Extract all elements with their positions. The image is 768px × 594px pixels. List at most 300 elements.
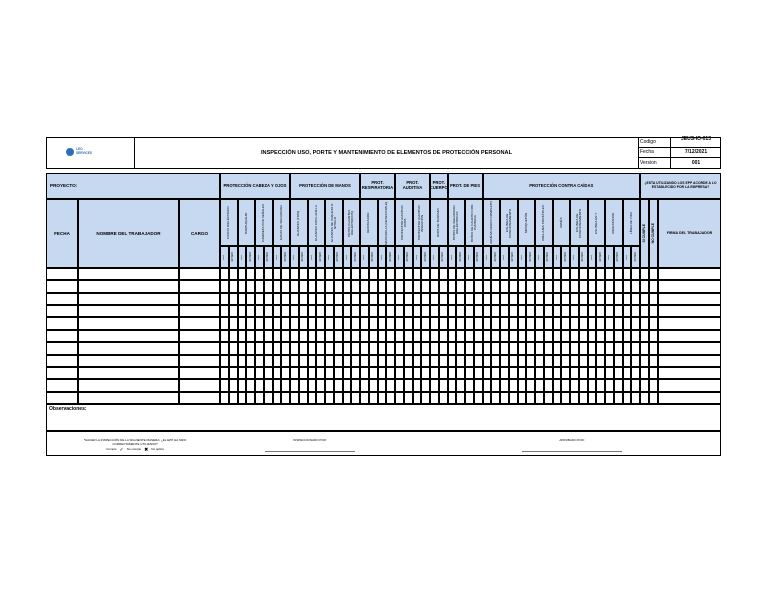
table-cell[interactable] — [273, 342, 282, 354]
table-cell[interactable] — [264, 342, 273, 354]
table-cell[interactable] — [299, 342, 308, 354]
table-cell[interactable] — [281, 293, 290, 305]
table-cell[interactable] — [491, 293, 500, 305]
table-cell[interactable] — [386, 305, 395, 317]
table-cell[interactable] — [500, 268, 509, 280]
table-cell[interactable] — [561, 392, 570, 404]
table-cell[interactable] — [290, 268, 299, 280]
table-cell[interactable] — [491, 268, 500, 280]
table-cell[interactable] — [220, 305, 229, 317]
table-cell[interactable] — [570, 317, 579, 329]
table-cell[interactable] — [360, 317, 369, 329]
table-cell[interactable] — [229, 305, 238, 317]
table-cell[interactable] — [474, 379, 483, 391]
table-cell[interactable] — [456, 305, 465, 317]
table-cell[interactable] — [605, 342, 614, 354]
table-cell[interactable] — [273, 330, 282, 342]
table-cell[interactable] — [334, 367, 343, 379]
table-cell[interactable] — [220, 392, 229, 404]
table-cell[interactable] — [255, 342, 264, 354]
table-cell[interactable] — [579, 330, 588, 342]
table-cell[interactable] — [631, 355, 640, 367]
table-cell[interactable] — [439, 305, 448, 317]
table-cell[interactable] — [308, 355, 317, 367]
table-cell[interactable] — [334, 317, 343, 329]
table-cell[interactable] — [281, 379, 290, 391]
table-cell[interactable] — [421, 268, 430, 280]
table-cell[interactable] — [570, 392, 579, 404]
table-cell[interactable] — [351, 305, 360, 317]
table-cell[interactable] — [343, 268, 352, 280]
table-cell[interactable] — [605, 280, 614, 292]
table-cell[interactable] — [640, 379, 649, 391]
table-cell[interactable] — [308, 268, 317, 280]
table-cell[interactable] — [299, 355, 308, 367]
table-cell[interactable] — [658, 268, 721, 280]
table-cell[interactable] — [596, 367, 605, 379]
table-cell[interactable] — [570, 367, 579, 379]
table-cell[interactable] — [614, 342, 623, 354]
table-cell[interactable] — [518, 355, 527, 367]
table-cell[interactable] — [561, 305, 570, 317]
table-cell[interactable] — [614, 280, 623, 292]
table-cell[interactable] — [421, 293, 430, 305]
table-cell[interactable] — [413, 367, 422, 379]
table-cell[interactable] — [46, 317, 78, 329]
table-cell[interactable] — [395, 367, 404, 379]
table-cell[interactable] — [561, 330, 570, 342]
table-cell[interactable] — [46, 280, 78, 292]
table-cell[interactable] — [413, 355, 422, 367]
table-cell[interactable] — [395, 342, 404, 354]
table-cell[interactable] — [456, 342, 465, 354]
table-cell[interactable] — [404, 280, 413, 292]
table-cell[interactable] — [570, 293, 579, 305]
table-cell[interactable] — [474, 268, 483, 280]
table-cell[interactable] — [395, 392, 404, 404]
table-cell[interactable] — [343, 293, 352, 305]
table-cell[interactable] — [255, 379, 264, 391]
table-cell[interactable] — [290, 355, 299, 367]
table-cell[interactable] — [439, 392, 448, 404]
table-cell[interactable] — [220, 342, 229, 354]
table-cell[interactable] — [509, 355, 518, 367]
table-cell[interactable] — [456, 293, 465, 305]
table-cell[interactable] — [308, 342, 317, 354]
table-cell[interactable] — [179, 355, 220, 367]
table-cell[interactable] — [78, 367, 179, 379]
table-cell[interactable] — [290, 293, 299, 305]
table-cell[interactable] — [334, 355, 343, 367]
table-cell[interactable] — [623, 367, 632, 379]
table-cell[interactable] — [316, 342, 325, 354]
table-cell[interactable] — [264, 392, 273, 404]
table-cell[interactable] — [465, 355, 474, 367]
table-cell[interactable] — [220, 317, 229, 329]
table-cell[interactable] — [430, 367, 439, 379]
table-cell[interactable] — [386, 293, 395, 305]
table-cell[interactable] — [483, 305, 492, 317]
table-cell[interactable] — [308, 293, 317, 305]
table-cell[interactable] — [623, 392, 632, 404]
table-cell[interactable] — [421, 367, 430, 379]
table-cell[interactable] — [273, 355, 282, 367]
table-cell[interactable] — [509, 392, 518, 404]
table-cell[interactable] — [631, 392, 640, 404]
table-cell[interactable] — [465, 379, 474, 391]
table-cell[interactable] — [413, 392, 422, 404]
table-cell[interactable] — [413, 317, 422, 329]
table-cell[interactable] — [404, 330, 413, 342]
table-cell[interactable] — [631, 293, 640, 305]
table-cell[interactable] — [351, 355, 360, 367]
table-cell[interactable] — [343, 317, 352, 329]
table-cell[interactable] — [290, 392, 299, 404]
table-cell[interactable] — [421, 305, 430, 317]
table-cell[interactable] — [299, 280, 308, 292]
table-cell[interactable] — [308, 330, 317, 342]
table-cell[interactable] — [430, 342, 439, 354]
table-cell[interactable] — [491, 355, 500, 367]
table-cell[interactable] — [483, 367, 492, 379]
table-cell[interactable] — [246, 392, 255, 404]
table-cell[interactable] — [351, 379, 360, 391]
table-cell[interactable] — [378, 317, 387, 329]
table-cell[interactable] — [378, 305, 387, 317]
table-cell[interactable] — [299, 379, 308, 391]
table-cell[interactable] — [255, 293, 264, 305]
table-cell[interactable] — [439, 280, 448, 292]
table-cell[interactable] — [500, 379, 509, 391]
table-cell[interactable] — [570, 305, 579, 317]
table-cell[interactable] — [264, 379, 273, 391]
table-cell[interactable] — [255, 268, 264, 280]
table-cell[interactable] — [78, 317, 179, 329]
table-cell[interactable] — [649, 317, 658, 329]
table-cell[interactable] — [255, 367, 264, 379]
table-cell[interactable] — [246, 379, 255, 391]
table-cell[interactable] — [614, 379, 623, 391]
table-cell[interactable] — [238, 305, 247, 317]
table-cell[interactable] — [500, 330, 509, 342]
table-cell[interactable] — [544, 367, 553, 379]
table-cell[interactable] — [334, 342, 343, 354]
table-cell[interactable] — [46, 293, 78, 305]
table-cell[interactable] — [325, 280, 334, 292]
table-cell[interactable] — [238, 280, 247, 292]
table-cell[interactable] — [535, 330, 544, 342]
table-cell[interactable] — [631, 367, 640, 379]
table-cell[interactable] — [561, 342, 570, 354]
table-cell[interactable] — [631, 342, 640, 354]
table-cell[interactable] — [456, 268, 465, 280]
table-cell[interactable] — [360, 379, 369, 391]
table-cell[interactable] — [623, 268, 632, 280]
table-cell[interactable] — [526, 355, 535, 367]
table-cell[interactable] — [334, 330, 343, 342]
table-cell[interactable] — [264, 367, 273, 379]
table-cell[interactable] — [439, 317, 448, 329]
table-cell[interactable] — [500, 392, 509, 404]
table-cell[interactable] — [78, 355, 179, 367]
table-cell[interactable] — [299, 392, 308, 404]
table-cell[interactable] — [378, 280, 387, 292]
table-cell[interactable] — [421, 392, 430, 404]
table-cell[interactable] — [553, 392, 562, 404]
table-cell[interactable] — [360, 330, 369, 342]
table-cell[interactable] — [316, 379, 325, 391]
table-cell[interactable] — [386, 342, 395, 354]
table-cell[interactable] — [264, 268, 273, 280]
table-cell[interactable] — [544, 330, 553, 342]
table-cell[interactable] — [378, 342, 387, 354]
table-cell[interactable] — [588, 293, 597, 305]
table-cell[interactable] — [378, 293, 387, 305]
table-cell[interactable] — [351, 330, 360, 342]
table-cell[interactable] — [579, 293, 588, 305]
table-cell[interactable] — [343, 379, 352, 391]
table-cell[interactable] — [474, 330, 483, 342]
table-cell[interactable] — [465, 293, 474, 305]
table-cell[interactable] — [465, 317, 474, 329]
table-cell[interactable] — [483, 355, 492, 367]
table-cell[interactable] — [386, 367, 395, 379]
table-cell[interactable] — [465, 330, 474, 342]
table-cell[interactable] — [343, 367, 352, 379]
table-cell[interactable] — [596, 268, 605, 280]
table-cell[interactable] — [46, 355, 78, 367]
table-cell[interactable] — [561, 317, 570, 329]
table-cell[interactable] — [588, 379, 597, 391]
table-cell[interactable] — [649, 355, 658, 367]
table-cell[interactable] — [631, 317, 640, 329]
table-cell[interactable] — [474, 305, 483, 317]
table-cell[interactable] — [456, 317, 465, 329]
table-cell[interactable] — [46, 367, 78, 379]
table-cell[interactable] — [553, 367, 562, 379]
table-cell[interactable] — [596, 305, 605, 317]
table-cell[interactable] — [518, 280, 527, 292]
table-cell[interactable] — [316, 355, 325, 367]
table-cell[interactable] — [430, 330, 439, 342]
table-cell[interactable] — [535, 305, 544, 317]
table-cell[interactable] — [623, 293, 632, 305]
table-cell[interactable] — [308, 280, 317, 292]
table-cell[interactable] — [246, 268, 255, 280]
table-cell[interactable] — [395, 379, 404, 391]
table-cell[interactable] — [658, 293, 721, 305]
table-cell[interactable] — [413, 268, 422, 280]
table-cell[interactable] — [273, 392, 282, 404]
table-cell[interactable] — [491, 367, 500, 379]
table-cell[interactable] — [360, 367, 369, 379]
table-cell[interactable] — [596, 293, 605, 305]
table-cell[interactable] — [474, 280, 483, 292]
table-cell[interactable] — [658, 330, 721, 342]
table-cell[interactable] — [623, 280, 632, 292]
table-cell[interactable] — [588, 280, 597, 292]
table-cell[interactable] — [308, 317, 317, 329]
table-cell[interactable] — [430, 355, 439, 367]
table-cell[interactable] — [369, 355, 378, 367]
table-cell[interactable] — [78, 342, 179, 354]
table-cell[interactable] — [456, 280, 465, 292]
table-cell[interactable] — [179, 305, 220, 317]
table-cell[interactable] — [179, 280, 220, 292]
table-cell[interactable] — [631, 280, 640, 292]
table-cell[interactable] — [430, 268, 439, 280]
table-cell[interactable] — [544, 379, 553, 391]
table-cell[interactable] — [386, 268, 395, 280]
table-cell[interactable] — [649, 330, 658, 342]
table-cell[interactable] — [649, 268, 658, 280]
table-cell[interactable] — [404, 355, 413, 367]
table-cell[interactable] — [351, 317, 360, 329]
table-cell[interactable] — [413, 342, 422, 354]
table-cell[interactable] — [325, 342, 334, 354]
table-cell[interactable] — [246, 317, 255, 329]
table-cell[interactable] — [369, 293, 378, 305]
table-cell[interactable] — [229, 317, 238, 329]
table-cell[interactable] — [343, 330, 352, 342]
table-cell[interactable] — [623, 305, 632, 317]
table-cell[interactable] — [220, 379, 229, 391]
table-cell[interactable] — [596, 392, 605, 404]
table-cell[interactable] — [378, 268, 387, 280]
table-cell[interactable] — [544, 392, 553, 404]
table-cell[interactable] — [430, 293, 439, 305]
table-cell[interactable] — [570, 280, 579, 292]
table-cell[interactable] — [596, 342, 605, 354]
table-cell[interactable] — [78, 305, 179, 317]
table-cell[interactable] — [561, 268, 570, 280]
table-cell[interactable] — [246, 330, 255, 342]
table-cell[interactable] — [246, 342, 255, 354]
table-cell[interactable] — [588, 268, 597, 280]
table-cell[interactable] — [535, 355, 544, 367]
table-cell[interactable] — [316, 317, 325, 329]
table-cell[interactable] — [544, 305, 553, 317]
table-cell[interactable] — [605, 367, 614, 379]
table-cell[interactable] — [526, 293, 535, 305]
table-cell[interactable] — [229, 293, 238, 305]
table-cell[interactable] — [360, 355, 369, 367]
table-cell[interactable] — [518, 317, 527, 329]
table-cell[interactable] — [579, 305, 588, 317]
table-cell[interactable] — [255, 330, 264, 342]
table-cell[interactable] — [439, 342, 448, 354]
table-cell[interactable] — [316, 305, 325, 317]
table-cell[interactable] — [351, 392, 360, 404]
table-cell[interactable] — [229, 379, 238, 391]
table-cell[interactable] — [308, 392, 317, 404]
table-cell[interactable] — [378, 392, 387, 404]
observaciones-box[interactable] — [46, 404, 721, 431]
table-cell[interactable] — [179, 317, 220, 329]
table-cell[interactable] — [255, 355, 264, 367]
table-cell[interactable] — [316, 268, 325, 280]
table-cell[interactable] — [658, 379, 721, 391]
table-cell[interactable] — [220, 330, 229, 342]
table-cell[interactable] — [605, 392, 614, 404]
table-cell[interactable] — [526, 392, 535, 404]
table-cell[interactable] — [220, 367, 229, 379]
table-cell[interactable] — [500, 317, 509, 329]
table-cell[interactable] — [658, 367, 721, 379]
table-cell[interactable] — [553, 379, 562, 391]
table-cell[interactable] — [334, 268, 343, 280]
table-cell[interactable] — [553, 305, 562, 317]
table-cell[interactable] — [246, 293, 255, 305]
table-cell[interactable] — [535, 317, 544, 329]
table-cell[interactable] — [229, 392, 238, 404]
table-cell[interactable] — [229, 355, 238, 367]
table-cell[interactable] — [518, 367, 527, 379]
table-cell[interactable] — [500, 293, 509, 305]
table-cell[interactable] — [640, 330, 649, 342]
table-cell[interactable] — [238, 392, 247, 404]
table-cell[interactable] — [238, 330, 247, 342]
table-cell[interactable] — [614, 392, 623, 404]
table-cell[interactable] — [439, 293, 448, 305]
table-cell[interactable] — [78, 392, 179, 404]
table-cell[interactable] — [509, 268, 518, 280]
table-cell[interactable] — [553, 293, 562, 305]
table-cell[interactable] — [238, 317, 247, 329]
table-cell[interactable] — [544, 280, 553, 292]
table-cell[interactable] — [369, 379, 378, 391]
table-cell[interactable] — [474, 342, 483, 354]
table-cell[interactable] — [483, 342, 492, 354]
table-cell[interactable] — [483, 379, 492, 391]
table-cell[interactable] — [448, 293, 457, 305]
table-cell[interactable] — [474, 392, 483, 404]
table-cell[interactable] — [448, 392, 457, 404]
table-cell[interactable] — [500, 280, 509, 292]
table-cell[interactable] — [483, 317, 492, 329]
table-cell[interactable] — [299, 293, 308, 305]
table-cell[interactable] — [273, 367, 282, 379]
table-cell[interactable] — [474, 293, 483, 305]
table-cell[interactable] — [316, 293, 325, 305]
table-cell[interactable] — [579, 268, 588, 280]
table-cell[interactable] — [316, 367, 325, 379]
table-cell[interactable] — [273, 379, 282, 391]
table-cell[interactable] — [386, 355, 395, 367]
table-cell[interactable] — [360, 305, 369, 317]
table-cell[interactable] — [78, 330, 179, 342]
table-cell[interactable] — [386, 317, 395, 329]
table-cell[interactable] — [325, 379, 334, 391]
table-cell[interactable] — [421, 355, 430, 367]
table-cell[interactable] — [631, 305, 640, 317]
table-cell[interactable] — [649, 379, 658, 391]
table-cell[interactable] — [395, 293, 404, 305]
table-cell[interactable] — [605, 379, 614, 391]
table-cell[interactable] — [561, 293, 570, 305]
table-cell[interactable] — [325, 392, 334, 404]
table-cell[interactable] — [640, 367, 649, 379]
table-cell[interactable] — [491, 330, 500, 342]
table-cell[interactable] — [553, 280, 562, 292]
table-cell[interactable] — [220, 355, 229, 367]
table-cell[interactable] — [518, 330, 527, 342]
table-cell[interactable] — [465, 305, 474, 317]
table-cell[interactable] — [404, 392, 413, 404]
table-cell[interactable] — [631, 330, 640, 342]
table-cell[interactable] — [386, 379, 395, 391]
table-cell[interactable] — [220, 280, 229, 292]
